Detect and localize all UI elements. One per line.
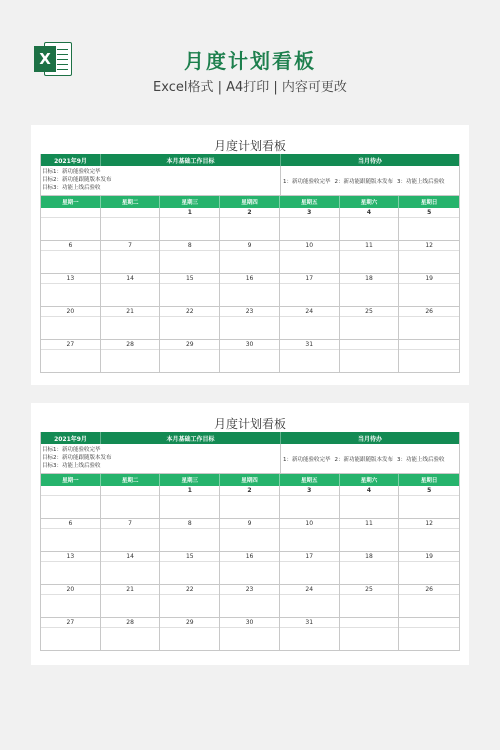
day-number: 10 (305, 242, 314, 249)
page-title: 月度计划看板 (184, 49, 316, 73)
goal-item: 目标2：新功能跟随版本发布 (42, 177, 112, 183)
day-notes-area (41, 627, 100, 628)
day-cell[interactable] (101, 552, 161, 584)
week-row (41, 585, 459, 618)
day-number: 10 (305, 520, 314, 527)
day-number: 23 (245, 308, 254, 315)
day-number: 16 (245, 553, 254, 560)
day-notes-area (41, 495, 100, 496)
day-number: 17 (305, 553, 314, 560)
day-cell[interactable] (220, 340, 280, 372)
day-number: 2 (247, 487, 252, 494)
day-cell[interactable] (399, 307, 459, 339)
day-cell[interactable] (340, 208, 400, 240)
day-number: 16 (245, 275, 254, 282)
day-cell[interactable] (220, 585, 280, 617)
day-notes-area (280, 561, 339, 562)
day-notes-area (280, 528, 339, 529)
day-number: 15 (185, 553, 194, 560)
day-number: 27 (66, 341, 75, 348)
weekday-label: 星期一 (41, 196, 101, 208)
day-number: 5 (427, 209, 432, 216)
day-cell[interactable] (41, 486, 101, 518)
day-cell[interactable] (101, 241, 161, 273)
day-notes-area (399, 561, 459, 562)
day-number: 7 (128, 242, 132, 249)
day-notes-area (399, 349, 459, 350)
day-notes-area (220, 250, 279, 251)
day-cell[interactable] (160, 585, 220, 617)
day-number: 3 (307, 209, 312, 216)
day-cell[interactable] (160, 241, 220, 273)
week-row (41, 208, 459, 241)
day-number: 30 (245, 619, 254, 626)
day-notes-area (399, 283, 459, 284)
day-notes-area (340, 283, 399, 284)
day-cell[interactable] (41, 519, 101, 551)
day-notes-area (41, 561, 100, 562)
weekday-label: 星期六 (340, 474, 400, 486)
day-notes-area (340, 316, 399, 317)
day-cell[interactable] (399, 340, 459, 372)
day-notes-area (220, 283, 279, 284)
day-cell[interactable] (220, 552, 280, 584)
planner-sheet (40, 154, 460, 373)
planner-title: 月度计划看板 (213, 139, 286, 153)
day-cell[interactable] (280, 519, 340, 551)
day-number: 12 (425, 242, 433, 249)
month-label: 2021年9月 (41, 154, 101, 166)
day-number: 24 (305, 586, 314, 593)
day-number: 24 (305, 308, 314, 315)
header-row (41, 432, 459, 444)
day-notes-area (160, 495, 219, 496)
day-cell[interactable] (220, 618, 280, 650)
day-notes-area (101, 349, 160, 350)
page-subtitle: Excel格式 | A4打印 | 内容可更改 (153, 80, 347, 95)
day-cell[interactable] (280, 241, 340, 273)
day-number: 18 (365, 553, 373, 560)
day-notes-area (160, 250, 219, 251)
day-notes-area (41, 528, 100, 529)
day-number: 6 (68, 520, 73, 527)
goal-item: 目标1：新功能验收完毕 (42, 447, 101, 453)
day-number: 13 (66, 553, 75, 560)
day-notes-area (220, 495, 279, 496)
day-number: 27 (66, 619, 75, 626)
day-cell[interactable] (399, 519, 459, 551)
day-number: 17 (305, 275, 314, 282)
weekday-header (41, 196, 459, 208)
day-notes-area (280, 594, 339, 595)
calendar-grid (41, 486, 459, 651)
day-notes-area (160, 349, 219, 350)
day-cell[interactable] (280, 486, 340, 518)
day-cell[interactable] (160, 307, 220, 339)
day-notes-area (160, 316, 219, 317)
day-notes-area (101, 250, 160, 251)
day-number: 4 (366, 209, 372, 216)
day-number: 14 (126, 553, 134, 560)
day-cell[interactable] (399, 585, 459, 617)
day-cell[interactable] (101, 307, 161, 339)
day-notes-area (340, 561, 399, 562)
day-number: 20 (66, 308, 75, 315)
day-number: 25 (365, 586, 373, 593)
planner-card-1 (31, 125, 469, 385)
day-cell[interactable] (280, 585, 340, 617)
day-cell[interactable] (220, 519, 280, 551)
weekday-label: 星期四 (220, 196, 280, 208)
day-cell[interactable] (160, 618, 220, 650)
day-cell[interactable] (399, 274, 459, 306)
day-cell[interactable] (220, 241, 280, 273)
day-notes-area (399, 528, 459, 529)
goals-header: 本月基础工作目标 (101, 154, 281, 166)
day-notes-area (220, 217, 279, 218)
day-notes-area (101, 316, 160, 317)
day-cell[interactable] (101, 340, 161, 372)
day-notes-area (160, 528, 219, 529)
day-cell[interactable] (340, 519, 400, 551)
logo-letter: X (34, 46, 56, 72)
day-cell[interactable] (340, 274, 400, 306)
day-notes-area (399, 627, 459, 628)
weekday-label: 星期日 (420, 200, 438, 206)
day-notes-area (160, 594, 219, 595)
day-number: 8 (187, 242, 192, 249)
goals-cell[interactable] (41, 444, 281, 473)
weekday-header (41, 474, 459, 486)
day-number: 5 (427, 487, 432, 494)
day-notes-area (399, 316, 459, 317)
day-number: 3 (307, 487, 312, 494)
day-number: 31 (305, 619, 314, 626)
day-number: 13 (66, 275, 75, 282)
day-notes-area (41, 316, 100, 317)
day-notes-area (280, 283, 339, 284)
day-cell[interactable] (41, 618, 101, 650)
day-notes-area (280, 495, 339, 496)
day-cell[interactable] (340, 307, 400, 339)
day-cell[interactable] (280, 274, 340, 306)
day-cell[interactable] (101, 486, 161, 518)
day-cell[interactable] (41, 241, 101, 273)
day-number: 19 (425, 553, 433, 560)
day-notes-area (280, 627, 339, 628)
day-notes-area (280, 349, 339, 350)
todos-cell[interactable] (281, 444, 459, 473)
weekday-label: 星期三 (160, 474, 220, 486)
day-cell[interactable] (280, 307, 340, 339)
day-number: 15 (185, 275, 194, 282)
day-notes-area (101, 283, 160, 284)
day-number: 21 (126, 308, 134, 315)
day-number: 28 (126, 619, 134, 626)
week-row (41, 519, 459, 552)
todo-header: 当月待办 (357, 435, 382, 443)
day-number: 29 (185, 619, 194, 626)
day-cell[interactable] (399, 618, 459, 650)
day-cell[interactable] (280, 618, 340, 650)
day-number: 29 (185, 341, 194, 348)
day-notes-area (340, 217, 399, 218)
month-label: 2021年9月 (41, 432, 101, 444)
day-number: 26 (425, 308, 433, 315)
day-cell[interactable] (399, 208, 459, 240)
todos-cell[interactable] (281, 166, 459, 195)
todo-item: 1：新功能验收完毕 (283, 178, 331, 185)
day-notes-area (41, 349, 100, 350)
day-notes-area (160, 561, 219, 562)
todo-item: 2：新功能跟随版本发布 (334, 456, 394, 463)
week-row (41, 274, 459, 307)
day-notes-area (220, 528, 279, 529)
day-notes-area (220, 349, 279, 350)
day-cell[interactable] (101, 585, 161, 617)
day-number: 22 (185, 308, 194, 315)
day-number: 9 (247, 242, 252, 249)
day-notes-area (41, 283, 100, 284)
day-notes-area (220, 316, 279, 317)
day-notes-area (340, 594, 399, 595)
todo-item: 2：新功能跟随版本发布 (334, 178, 394, 185)
day-cell[interactable] (101, 208, 161, 240)
weekday-label: 星期五 (280, 196, 340, 208)
day-number: 7 (128, 520, 132, 527)
day-number: 9 (247, 520, 252, 527)
day-cell[interactable] (399, 552, 459, 584)
todo-item: 3：功能上线后验收 (397, 456, 445, 463)
day-number: 6 (68, 242, 73, 249)
day-cell[interactable] (41, 307, 101, 339)
day-notes-area (101, 495, 160, 496)
day-cell[interactable] (340, 552, 400, 584)
day-cell[interactable] (41, 208, 101, 240)
day-notes-area (220, 594, 279, 595)
day-cell[interactable] (41, 552, 101, 584)
day-number: 11 (365, 242, 373, 249)
todo-item: 1：新功能验收完毕 (283, 456, 331, 463)
weekday-label: 星期五 (280, 474, 340, 486)
day-notes-area (280, 316, 339, 317)
goal-item: 目标2：新功能跟随版本发布 (42, 455, 112, 461)
goals-header: 本月基础工作目标 (101, 432, 281, 444)
day-notes-area (101, 594, 160, 595)
day-cell[interactable] (280, 552, 340, 584)
todo-item: 3：功能上线后验收 (397, 178, 445, 185)
day-cell[interactable] (340, 618, 400, 650)
day-cell[interactable] (160, 340, 220, 372)
day-cell[interactable] (101, 274, 161, 306)
week-row (41, 241, 459, 274)
day-notes-area (220, 561, 279, 562)
day-notes-area (41, 250, 100, 251)
day-number: 1 (187, 209, 192, 216)
planner-card-2 (31, 403, 469, 665)
day-cell[interactable] (160, 486, 220, 518)
header-row (41, 154, 459, 166)
week-row (41, 486, 459, 519)
day-notes-area (101, 627, 160, 628)
day-notes-area (340, 250, 399, 251)
day-cell[interactable] (340, 486, 400, 518)
day-cell[interactable] (280, 340, 340, 372)
day-notes-area (399, 250, 459, 251)
planner-title: 月度计划看板 (213, 417, 286, 431)
day-number: 11 (365, 520, 373, 527)
day-number: 21 (126, 586, 134, 593)
day-cell[interactable] (101, 618, 161, 650)
day-number: 2 (247, 209, 252, 216)
weekday-label: 星期四 (220, 474, 280, 486)
week-row (41, 552, 459, 585)
day-cell[interactable] (160, 274, 220, 306)
day-cell[interactable] (280, 208, 340, 240)
weekday-label: 星期日 (420, 478, 438, 484)
week-row (41, 307, 459, 340)
day-number: 14 (126, 275, 134, 282)
todo-header: 当月待办 (357, 157, 382, 165)
day-number: 20 (66, 586, 75, 593)
day-cell[interactable] (101, 519, 161, 551)
weekday-label: 星期二 (101, 196, 161, 208)
day-cell[interactable] (220, 486, 280, 518)
day-number: 22 (185, 586, 194, 593)
day-number: 12 (425, 520, 433, 527)
weekday-label: 星期一 (41, 474, 101, 486)
day-number: 30 (245, 341, 254, 348)
day-number: 8 (187, 520, 192, 527)
day-number: 19 (425, 275, 433, 282)
day-cell[interactable] (41, 585, 101, 617)
goal-item: 目标1：新功能验收完毕 (42, 169, 101, 175)
info-row (41, 444, 459, 474)
day-notes-area (160, 283, 219, 284)
day-cell[interactable] (340, 340, 400, 372)
goal-item: 目标3：功能上线后验收 (42, 185, 101, 191)
day-number: 4 (366, 487, 372, 494)
day-cell[interactable] (160, 208, 220, 240)
planner-sheet (40, 432, 460, 651)
day-cell[interactable] (340, 585, 400, 617)
day-cell[interactable] (220, 274, 280, 306)
day-number: 23 (245, 586, 254, 593)
day-notes-area (101, 561, 160, 562)
day-number: 1 (187, 487, 192, 494)
day-notes-area (399, 217, 459, 218)
day-notes-area (399, 495, 459, 496)
day-notes-area (340, 349, 399, 350)
day-number: 25 (365, 308, 373, 315)
day-notes-area (101, 528, 160, 529)
week-row (41, 618, 459, 651)
day-cell[interactable] (41, 340, 101, 372)
day-notes-area (280, 250, 339, 251)
day-notes-area (340, 495, 399, 496)
day-number: 26 (425, 586, 433, 593)
day-cell[interactable] (220, 307, 280, 339)
day-notes-area (160, 627, 219, 628)
day-cell[interactable] (220, 208, 280, 240)
day-notes-area (160, 217, 219, 218)
day-notes-area (220, 627, 279, 628)
day-cell[interactable] (160, 552, 220, 584)
info-row (41, 166, 459, 196)
week-row (41, 340, 459, 373)
goal-item: 目标3：功能上线后验收 (42, 463, 101, 469)
day-cell[interactable] (340, 241, 400, 273)
day-cell[interactable] (399, 486, 459, 518)
day-number: 18 (365, 275, 373, 282)
day-cell[interactable] (399, 241, 459, 273)
day-cell[interactable] (160, 519, 220, 551)
calendar-grid (41, 208, 459, 373)
day-notes-area (101, 217, 160, 218)
day-notes-area (340, 627, 399, 628)
day-notes-area (280, 217, 339, 218)
day-notes-area (340, 528, 399, 529)
weekday-label: 星期六 (340, 196, 400, 208)
weekday-label: 星期三 (160, 196, 220, 208)
day-notes-area (41, 594, 100, 595)
day-number: 28 (126, 341, 134, 348)
day-notes-area (41, 217, 100, 218)
weekday-label: 星期二 (101, 474, 161, 486)
day-number: 31 (305, 341, 314, 348)
goals-cell[interactable] (41, 166, 281, 195)
day-notes-area (399, 594, 459, 595)
day-cell[interactable] (41, 274, 101, 306)
